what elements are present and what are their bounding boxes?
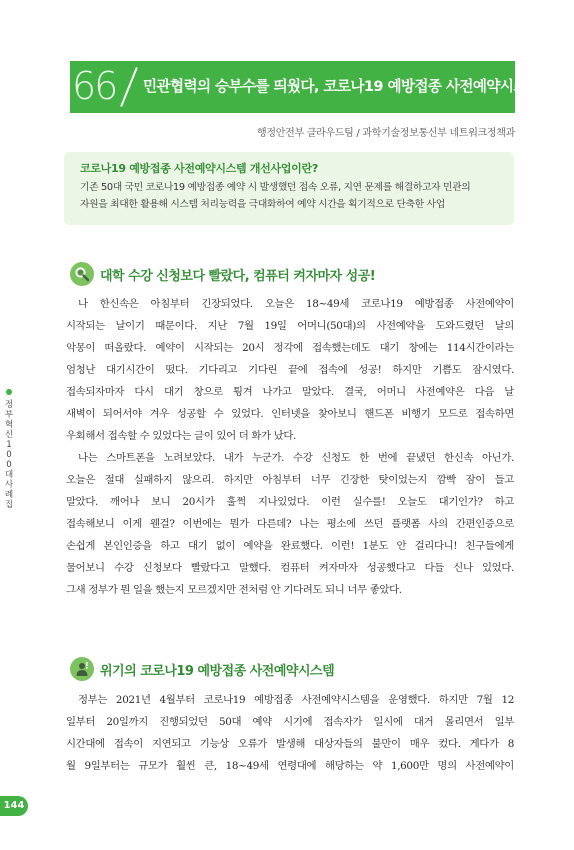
section-title: 위기의 코로나19 예방접종 사전예약시스템 — [100, 663, 335, 679]
body-line: 정부는 2021년 4월부터 코로나19 예방접종 사전예약시스템을 운영했다. 하지만 7월 12 — [78, 694, 514, 706]
summary-line: 기존 50대 국민 코로나19 예방접종 예약 시 발생했던 접속 오류, 지연 문제를 해결하고자 민관의 — [80, 182, 471, 193]
case-number: 66 — [72, 64, 117, 108]
section-heading-2 — [70, 656, 334, 682]
magnifier-icon — [70, 262, 94, 286]
body-line: 나는 스마트폰을 노려보았다. 내가 누군가. 수강 신청도 한 번에 끝냈던 한신속 아닌가. — [78, 452, 514, 464]
body-line: 시간대에 접속이 지연되고 기능상 오류가 발생해 대상자들의 불만이 매우 컸다. 게다가 8 — [66, 738, 514, 750]
section-2-body — [66, 689, 514, 777]
body-line: 새벽이 되어서야 겨우 성공할 수 있었다. 인터넷을 찾아보니 핸드폰 비행기 모드로 접속하면 — [66, 408, 514, 420]
summary-line: 자원을 최대한 활용해 시스템 처리능력을 극대화하여 예약 시간을 획기적으로 단축한 사업 — [80, 199, 445, 210]
side-book-label: 정부혁신100대사례집 — [4, 400, 14, 510]
body-line: 나 한신속은 아침부터 긴장되었다. 오늘은 18~49세 코로나19 예방접종 사전예약이 — [78, 298, 514, 310]
body-line: 말았다. 깨어나 보니 20시가 훌쩍 지나있었다. 이런 실수를! 오늘도 대기인가? 하고 — [66, 496, 514, 508]
summary-text — [80, 179, 500, 213]
body-line: 오늘은 절대 실패하지 않으리. 하지만 아침부터 너무 긴장한 탓이었는지 깜빡 잠이 들고 — [66, 474, 514, 486]
body-line: 그새 정부가 뭔 일을 했는지 모르겠지만 전처럼 안 기다려도 되니 너무 좋았다. — [66, 584, 402, 596]
section-1-body — [66, 293, 514, 601]
body-line: 우회해서 접속할 수 있었다는 글이 있어 더 화가 났다. — [66, 430, 297, 442]
summary-heading: 코로나19 예방접종 사전예약시스템 개선사업이란? — [80, 162, 318, 175]
body-line: 시작되는 날이기 때문이다. 지난 7월 19일 어머니(50대)의 사전예약을 도와드렸던 날의 — [66, 320, 514, 332]
body-line: 악몽이 떠올랐다. 예약이 시작되는 20시 정각에 접속했는데도 대기 창에는 114시간이라는 — [66, 342, 514, 354]
body-line: 접속해보니 이게 웬걸? 이번에는 뭔가 다른데? 나는 평소에 쓰던 플랫폼 사의 간편인증으로 — [66, 518, 514, 530]
body-line: 물어보니 수강 신청보다 빨랐다고 말했다. 컴퓨터 켜자마자 성공했다고 다들 신나 있었다. — [66, 562, 514, 574]
section-title: 대학 수강 신청보다 빨랐다, 컴퓨터 켜자마자 성공! — [100, 268, 376, 284]
person-alert-icon — [70, 657, 94, 681]
department-line: 행정안전부 클라우드팀 / 과학기술정보통신부 네트워크정책과 — [257, 128, 515, 139]
body-line: 월 9일부터는 규모가 훨씬 큰, 18~49세 연령대에 해당하는 약 1,600만 명의 사전예약이 — [66, 760, 514, 772]
page-title: 민관협력의 승부수를 띄웠다, 코로나19 예방접종 사전예약시스템 — [143, 78, 541, 95]
body-line: 접속되자마자 다시 대기 창으로 튕겨 나가고 말았다. 결국, 어머니 사전예약은 다음 날 — [66, 386, 514, 398]
body-line: 엄청난 대기시간이 떴다. 기다리고 기다린 끝에 접속에 성공! 하지만 기쁨도 잠시였다. — [66, 364, 514, 376]
body-line: 일부터 20일까지 진행되었던 50대 예약 시기에 접속자가 일시에 대거 몰리면서 일부 — [66, 716, 514, 728]
body-line: 손쉽게 본인인증을 하고 대기 없이 예약을 완료했다. 이런! 1분도 안 걸리다니! 친구들에게 — [66, 540, 514, 552]
section-heading-1 — [70, 261, 375, 287]
summary-box — [64, 152, 514, 225]
page-number: 144 — [0, 796, 28, 816]
side-marker-dot — [6, 389, 12, 395]
